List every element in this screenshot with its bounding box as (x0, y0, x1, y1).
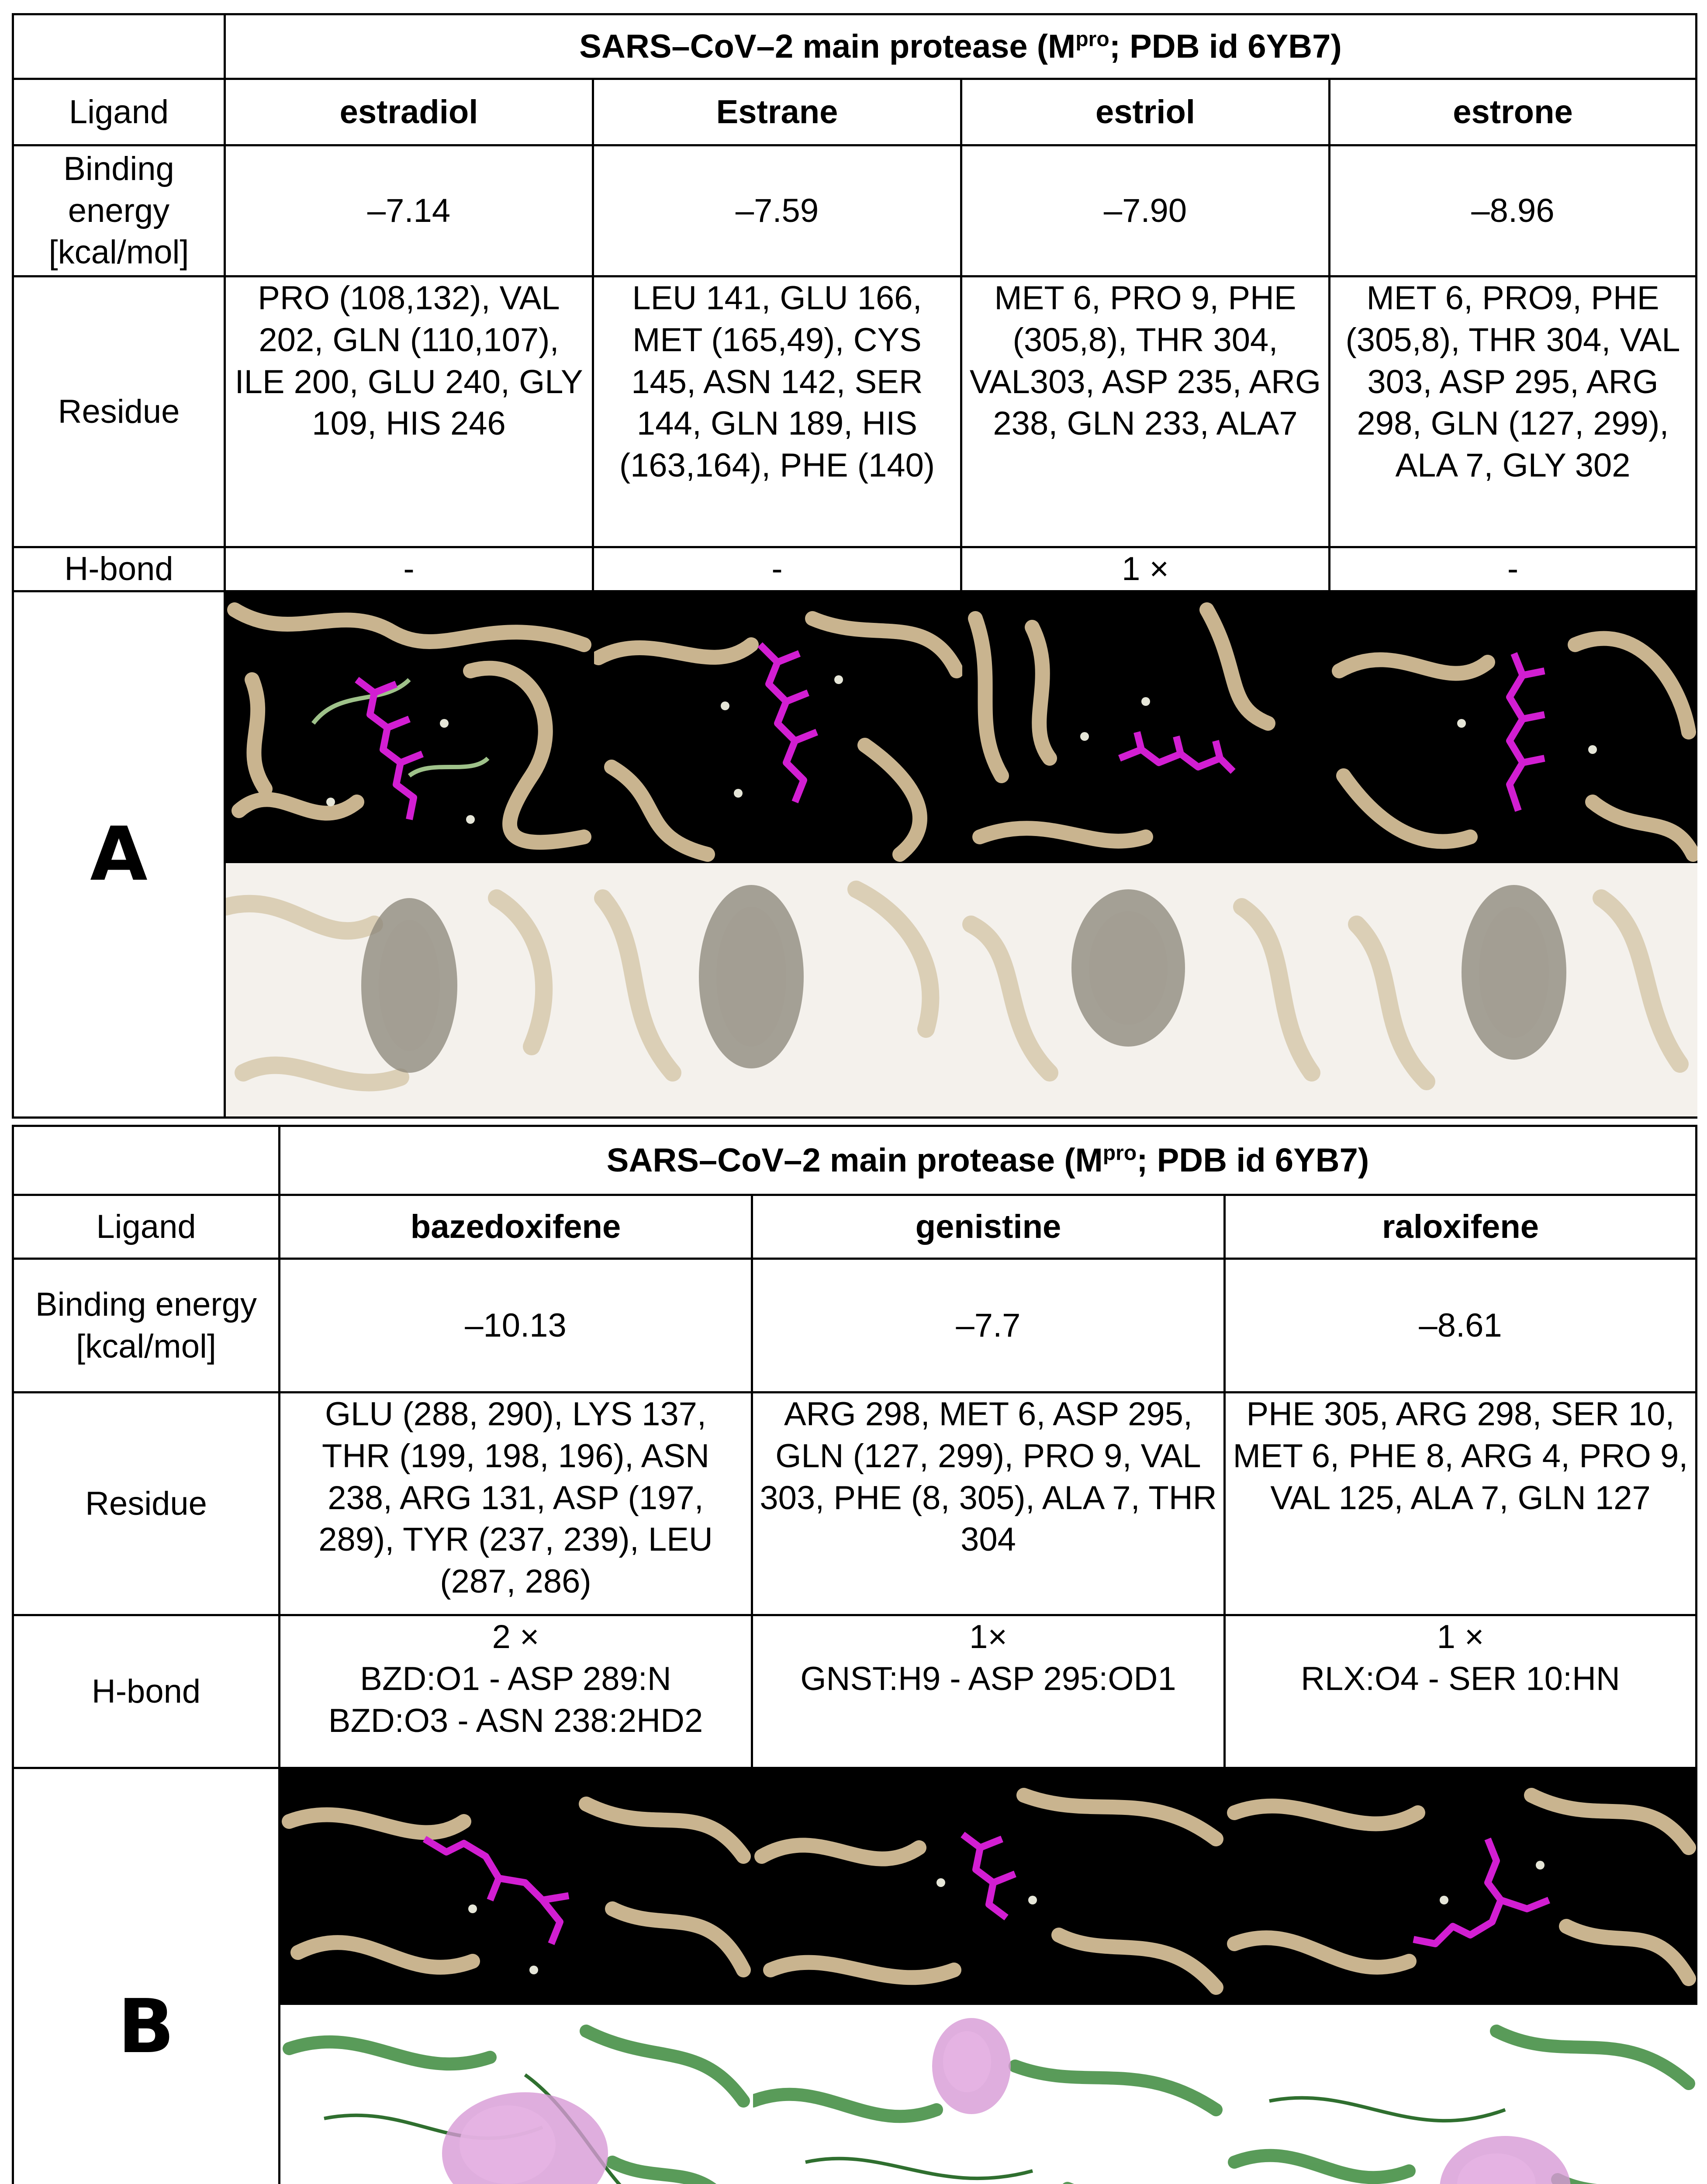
table-b-header: SARS–CoV–2 main protease ($M^{pro}$; PDB id 6YB7) (280, 1126, 1697, 1195)
residue-list: PRO (108,132), VAL 202, GLN (110,107), ILE 200, GLU 240, GLY 109, HIS 246 (225, 276, 593, 547)
binding-energy-value: –8.96 (1330, 145, 1697, 276)
hbond-details (1225, 1615, 1697, 1768)
hbond-line: GNST:H9 - ASP 295:OD1 (800, 1660, 1176, 1697)
hbond-line: RLX:O4 - SER 10:HN (1301, 1660, 1620, 1697)
binding-energy-label: Binding energy [kcal/mol] (13, 145, 225, 276)
residue-label: Residue (13, 1393, 280, 1615)
hbond-label: H-bond (13, 547, 225, 591)
hbond-value: - (593, 547, 961, 591)
corner-cell (13, 14, 225, 79)
hbond-count: 1 × (1437, 1618, 1484, 1655)
ligand-name: estradiol (225, 79, 593, 145)
residue-list: GLU (288, 290), LYS 137, THR (199, 198, 196), ASN 238, ARG 131, ASP (197, 289), TYR (237, 239), LEU (287, 286) (280, 1393, 752, 1615)
hbond-value: - (1330, 547, 1697, 591)
residue-list: MET 6, PRO 9, PHE (305,8), THR 304, VAL303, ASP 235, ARG 238, GLN 233, ALA7 (961, 276, 1330, 547)
binding-energy-value: –10.13 (280, 1259, 752, 1393)
hbond-value: 1 × (961, 547, 1330, 591)
binding-energy-value: –7.14 (225, 145, 593, 276)
docking-image-estrane (593, 591, 961, 1117)
residue-list: LEU 141, GLU 166, MET (165,49), CYS 145, ASN 142, SER 144, GLN 189, HIS (163,164), PHE (140) (593, 276, 961, 547)
hbond-line: BZD:O3 - ASN 238:2HD2 (328, 1702, 703, 1739)
hbond-label: H-bond (13, 1615, 280, 1768)
binding-energy-value: –8.61 (1225, 1259, 1697, 1393)
binding-energy-value: –7.90 (961, 145, 1330, 276)
docking-image-estrone (1330, 591, 1697, 1117)
ligand-label: Ligand (13, 79, 225, 145)
hbond-count: 2 × (492, 1618, 539, 1655)
residue-label: Residue (13, 276, 225, 547)
residue-list: PHE 305, ARG 298, SER 10, MET 6, PHE 8, ARG 4, PRO 9, VAL 125, ALA 7, GLN 127 (1225, 1393, 1697, 1615)
docking-image-bazedoxifene (280, 1768, 752, 2184)
docking-image-raloxifene (1225, 1768, 1697, 2184)
docking-image-estriol (961, 591, 1330, 1117)
ligand-name: estriol (961, 79, 1330, 145)
ligand-name: bazedoxifene (280, 1195, 752, 1259)
panel-label-a: A (13, 591, 225, 1117)
binding-energy-value: –7.7 (752, 1259, 1225, 1393)
hbond-count: 1× (969, 1618, 1007, 1655)
binding-energy-label: Binding energy [kcal/mol] (13, 1259, 280, 1393)
hbond-details (752, 1615, 1225, 1768)
binding-energy-value: –7.59 (593, 145, 961, 276)
ligand-name: estrone (1330, 79, 1697, 145)
panel-label-b: B (13, 1768, 280, 2184)
hbond-line: BZD:O1 - ASP 289:N (360, 1660, 671, 1697)
corner-cell (13, 1126, 280, 1195)
ligand-name: genistine (752, 1195, 1225, 1259)
docking-image-estradiol (225, 591, 593, 1117)
ligand-name: raloxifene (1225, 1195, 1697, 1259)
hbond-value: - (225, 547, 593, 591)
table-a-header: SARS–CoV–2 main protease ($M^{pro}$; PDB id 6YB7) (225, 14, 1697, 79)
table-b (12, 1125, 1697, 2184)
table-a (12, 13, 1697, 1119)
hbond-details (280, 1615, 752, 1768)
ligand-label: Ligand (13, 1195, 280, 1259)
residue-list: MET 6, PRO9, PHE (305,8), THR 304, VAL 303, ASP 295, ARG 298, GLN (127, 299), ALA 7, GLY 302 (1330, 276, 1697, 547)
residue-list: ARG 298, MET 6, ASP 295, GLN (127, 299), PRO 9, VAL 303, PHE (8, 305), ALA 7, THR 304 (752, 1393, 1225, 1615)
docking-image-genistine (752, 1768, 1225, 2184)
ligand-name: Estrane (593, 79, 961, 145)
